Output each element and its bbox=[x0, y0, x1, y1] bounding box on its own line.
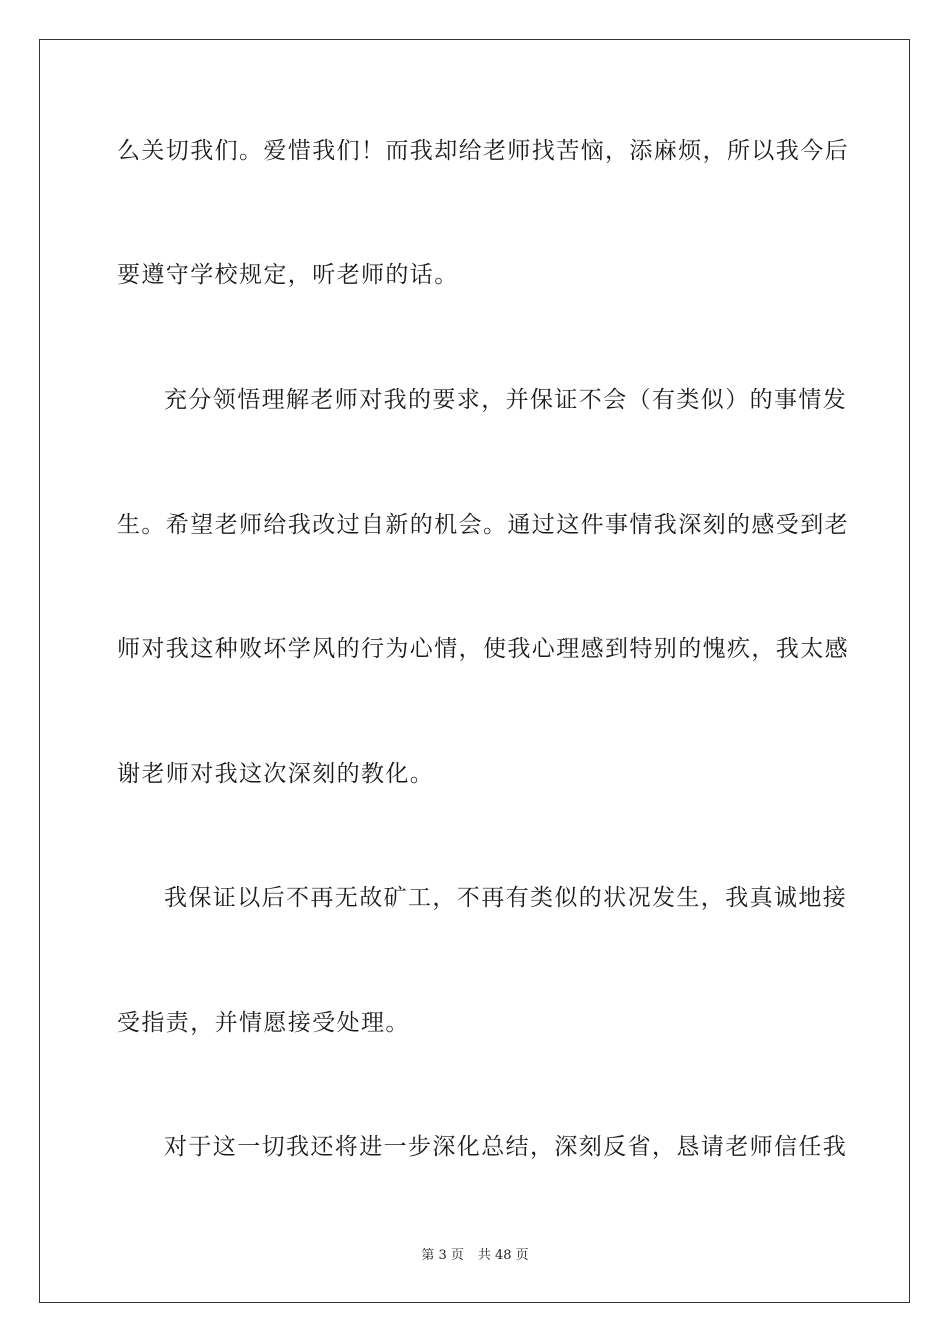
text-line: 对于这一切我还将进一步深化总结，深刻反省，恳请老师信任我 bbox=[164, 1134, 848, 1160]
page-number: 第 3 页 bbox=[421, 1248, 464, 1263]
page-footer bbox=[0, 1247, 950, 1265]
text-line: 么关切我们。爱惜我们！而我却给老师找苦恼，添麻烦，所以我今后 bbox=[117, 138, 849, 164]
text-line: 受指责，并情愿接受处理。 bbox=[117, 1010, 410, 1036]
text-line: 要遵守学校规定，听老师的话。 bbox=[117, 262, 459, 288]
text-line: 师对我这种败坏学风的行为心情，使我心理感到特别的愧疚，我太感 bbox=[117, 636, 849, 662]
page-border bbox=[39, 39, 910, 1303]
text-line: 谢老师对我这次深刻的教化。 bbox=[117, 761, 435, 787]
text-line: 我保证以后不再无故矿工，不再有类似的状况发生，我真诚地接 bbox=[164, 885, 848, 911]
page-total: 共 48 页 bbox=[477, 1248, 529, 1263]
text-line: 充分领悟理解老师对我的要求，并保证不会（有类似）的事情发 bbox=[164, 387, 848, 413]
text-line: 生。希望老师给我改过自新的机会。通过这件事情我深刻的感受到老 bbox=[117, 512, 849, 538]
